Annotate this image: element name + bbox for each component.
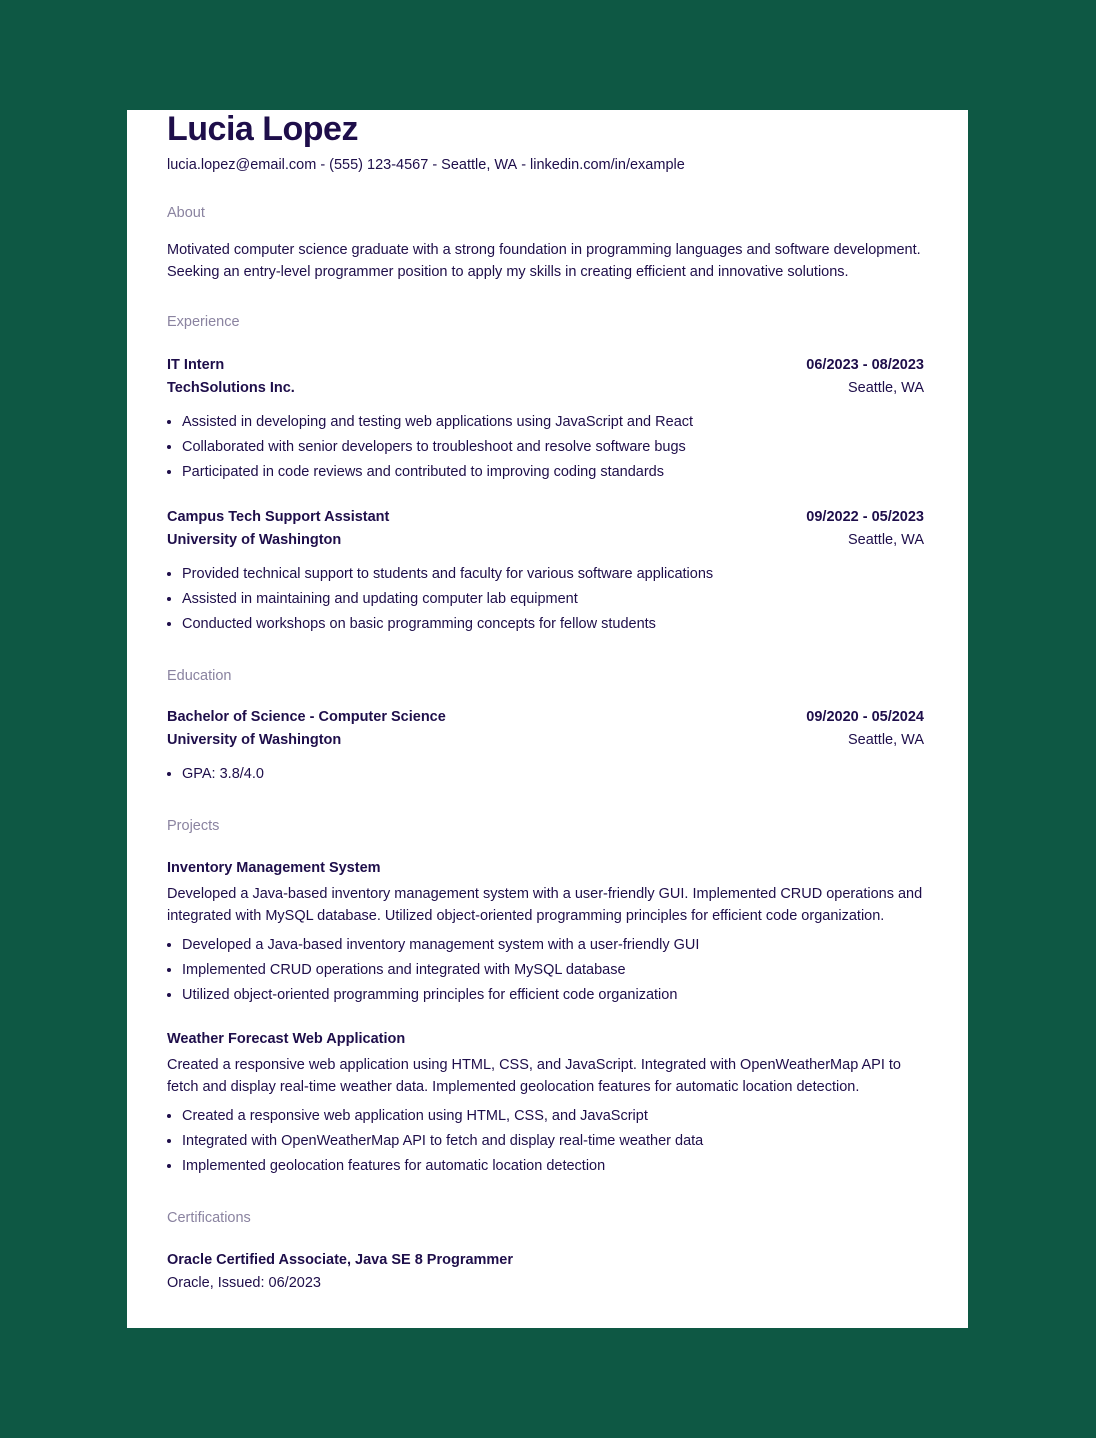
about-text: Motivated computer science graduate with a strong foundation in programming languages and software development. Seeking an entry-level programmer position to apply my skills in creating efficient and innovative solutions. [167,242,921,280]
experience-entry-header [167,354,924,377]
bullet-item: • Integrated with OpenWeatherMap API to fetch and display real-time weather data [182,1129,924,1154]
contact-email: lucia.lopez@email.com [167,157,317,173]
project-bullets [167,1104,924,1179]
bullet-item: • Developed a Java-based inventory management system with a user-friendly GUI [182,933,924,958]
experience-company: TechSolutions Inc. [167,380,295,396]
project-entry [167,1029,924,1179]
bullet-item: • Assisted in developing and testing web applications using JavaScript and React [182,410,924,435]
bullet-item: • Utilized object-oriented programming principles for efficient code organization [182,983,924,1008]
section-title-projects: Projects [167,818,220,834]
education-dates: 09/2020 - 05/2024 [806,709,924,725]
bullet-item: • GPA: 3.8/4.0 [182,762,924,787]
education-school: University of Washington [167,732,342,748]
certification-entry [167,1249,924,1295]
experience-location: Seattle, WA [847,532,924,548]
education-entry-header [167,706,924,729]
experience-entry-subheader [167,377,924,400]
experience-bullets [167,410,924,485]
bullet-item: • Implemented geolocation features for automatic location detection [182,1154,924,1179]
contact-separator: - [320,157,326,173]
experience-company: University of Washington [167,532,342,548]
contact-location: Seattle, WA [441,157,518,173]
education-bullets [167,762,924,787]
section-title-education: Education [167,668,232,684]
contact-line [167,156,924,174]
contact-phone: (555) 123-4567 [329,157,429,173]
experience-bullets [167,562,924,637]
project-bullets [167,933,924,1008]
education-degree: Bachelor of Science - Computer Science [167,709,446,725]
project-name: Weather Forecast Web Application [167,1031,406,1047]
project-description: Created a responsive web application using HTML, CSS, and JavaScript. Integrated with OpenWeatherMap API to fetch and display real-time weather data. Implemented geolocation features for automatic location detection. [167,1057,901,1095]
experience-dates: 06/2023 - 08/2023 [806,357,924,373]
certification-issuer: Oracle, Issued: 06/2023 [167,1275,321,1291]
experience-entry [167,506,924,637]
project-description: Developed a Java-based inventory management system with a user-friendly GUI. Implemented CRUD operations and integrated with MySQL database. Utilized object-oriented programming principles for efficient code organization. [167,886,923,924]
bullet-item: • Assisted in maintaining and updating computer lab equipment [182,587,924,612]
experience-location: Seattle, WA [847,380,924,396]
contact-separator: - [432,157,438,173]
contact-linkedin: linkedin.com/in/example [530,157,685,173]
resume-content [167,110,924,1295]
experience-dates: 09/2022 - 05/2023 [806,509,924,525]
experience-entry-header [167,506,924,529]
experience-entry-subheader [167,529,924,552]
bullet-item: • Collaborated with senior developers to troubleshoot and resolve software bugs [182,435,924,460]
education-entry [167,706,924,787]
bullet-item: • Implemented CRUD operations and integrated with MySQL database [182,958,924,983]
project-entry [167,858,924,1008]
certification-name: Oracle Certified Associate, Java SE 8 Programmer [167,1252,514,1268]
resume-page [127,110,968,1328]
bullet-item: • Conducted workshops on basic programming concepts for fellow students [182,612,924,637]
education-entry-subheader [167,729,924,752]
section-title-about: About [167,205,205,221]
experience-role: IT Intern [167,357,225,373]
experience-role: Campus Tech Support Assistant [167,509,390,525]
section-title-certifications: Certifications [167,1210,251,1226]
candidate-name: Lucia Lopez [167,110,358,148]
bullet-item: • Participated in code reviews and contributed to improving coding standards [182,460,924,485]
experience-entry [167,354,924,485]
bullet-item: • Provided technical support to students and faculty for various software applications [182,562,924,587]
education-location: Seattle, WA [847,732,924,748]
contact-separator: - [521,157,527,173]
section-title-experience: Experience [167,314,240,330]
project-name: Inventory Management System [167,860,381,876]
bullet-item: • Created a responsive web application using HTML, CSS, and JavaScript [182,1104,924,1129]
